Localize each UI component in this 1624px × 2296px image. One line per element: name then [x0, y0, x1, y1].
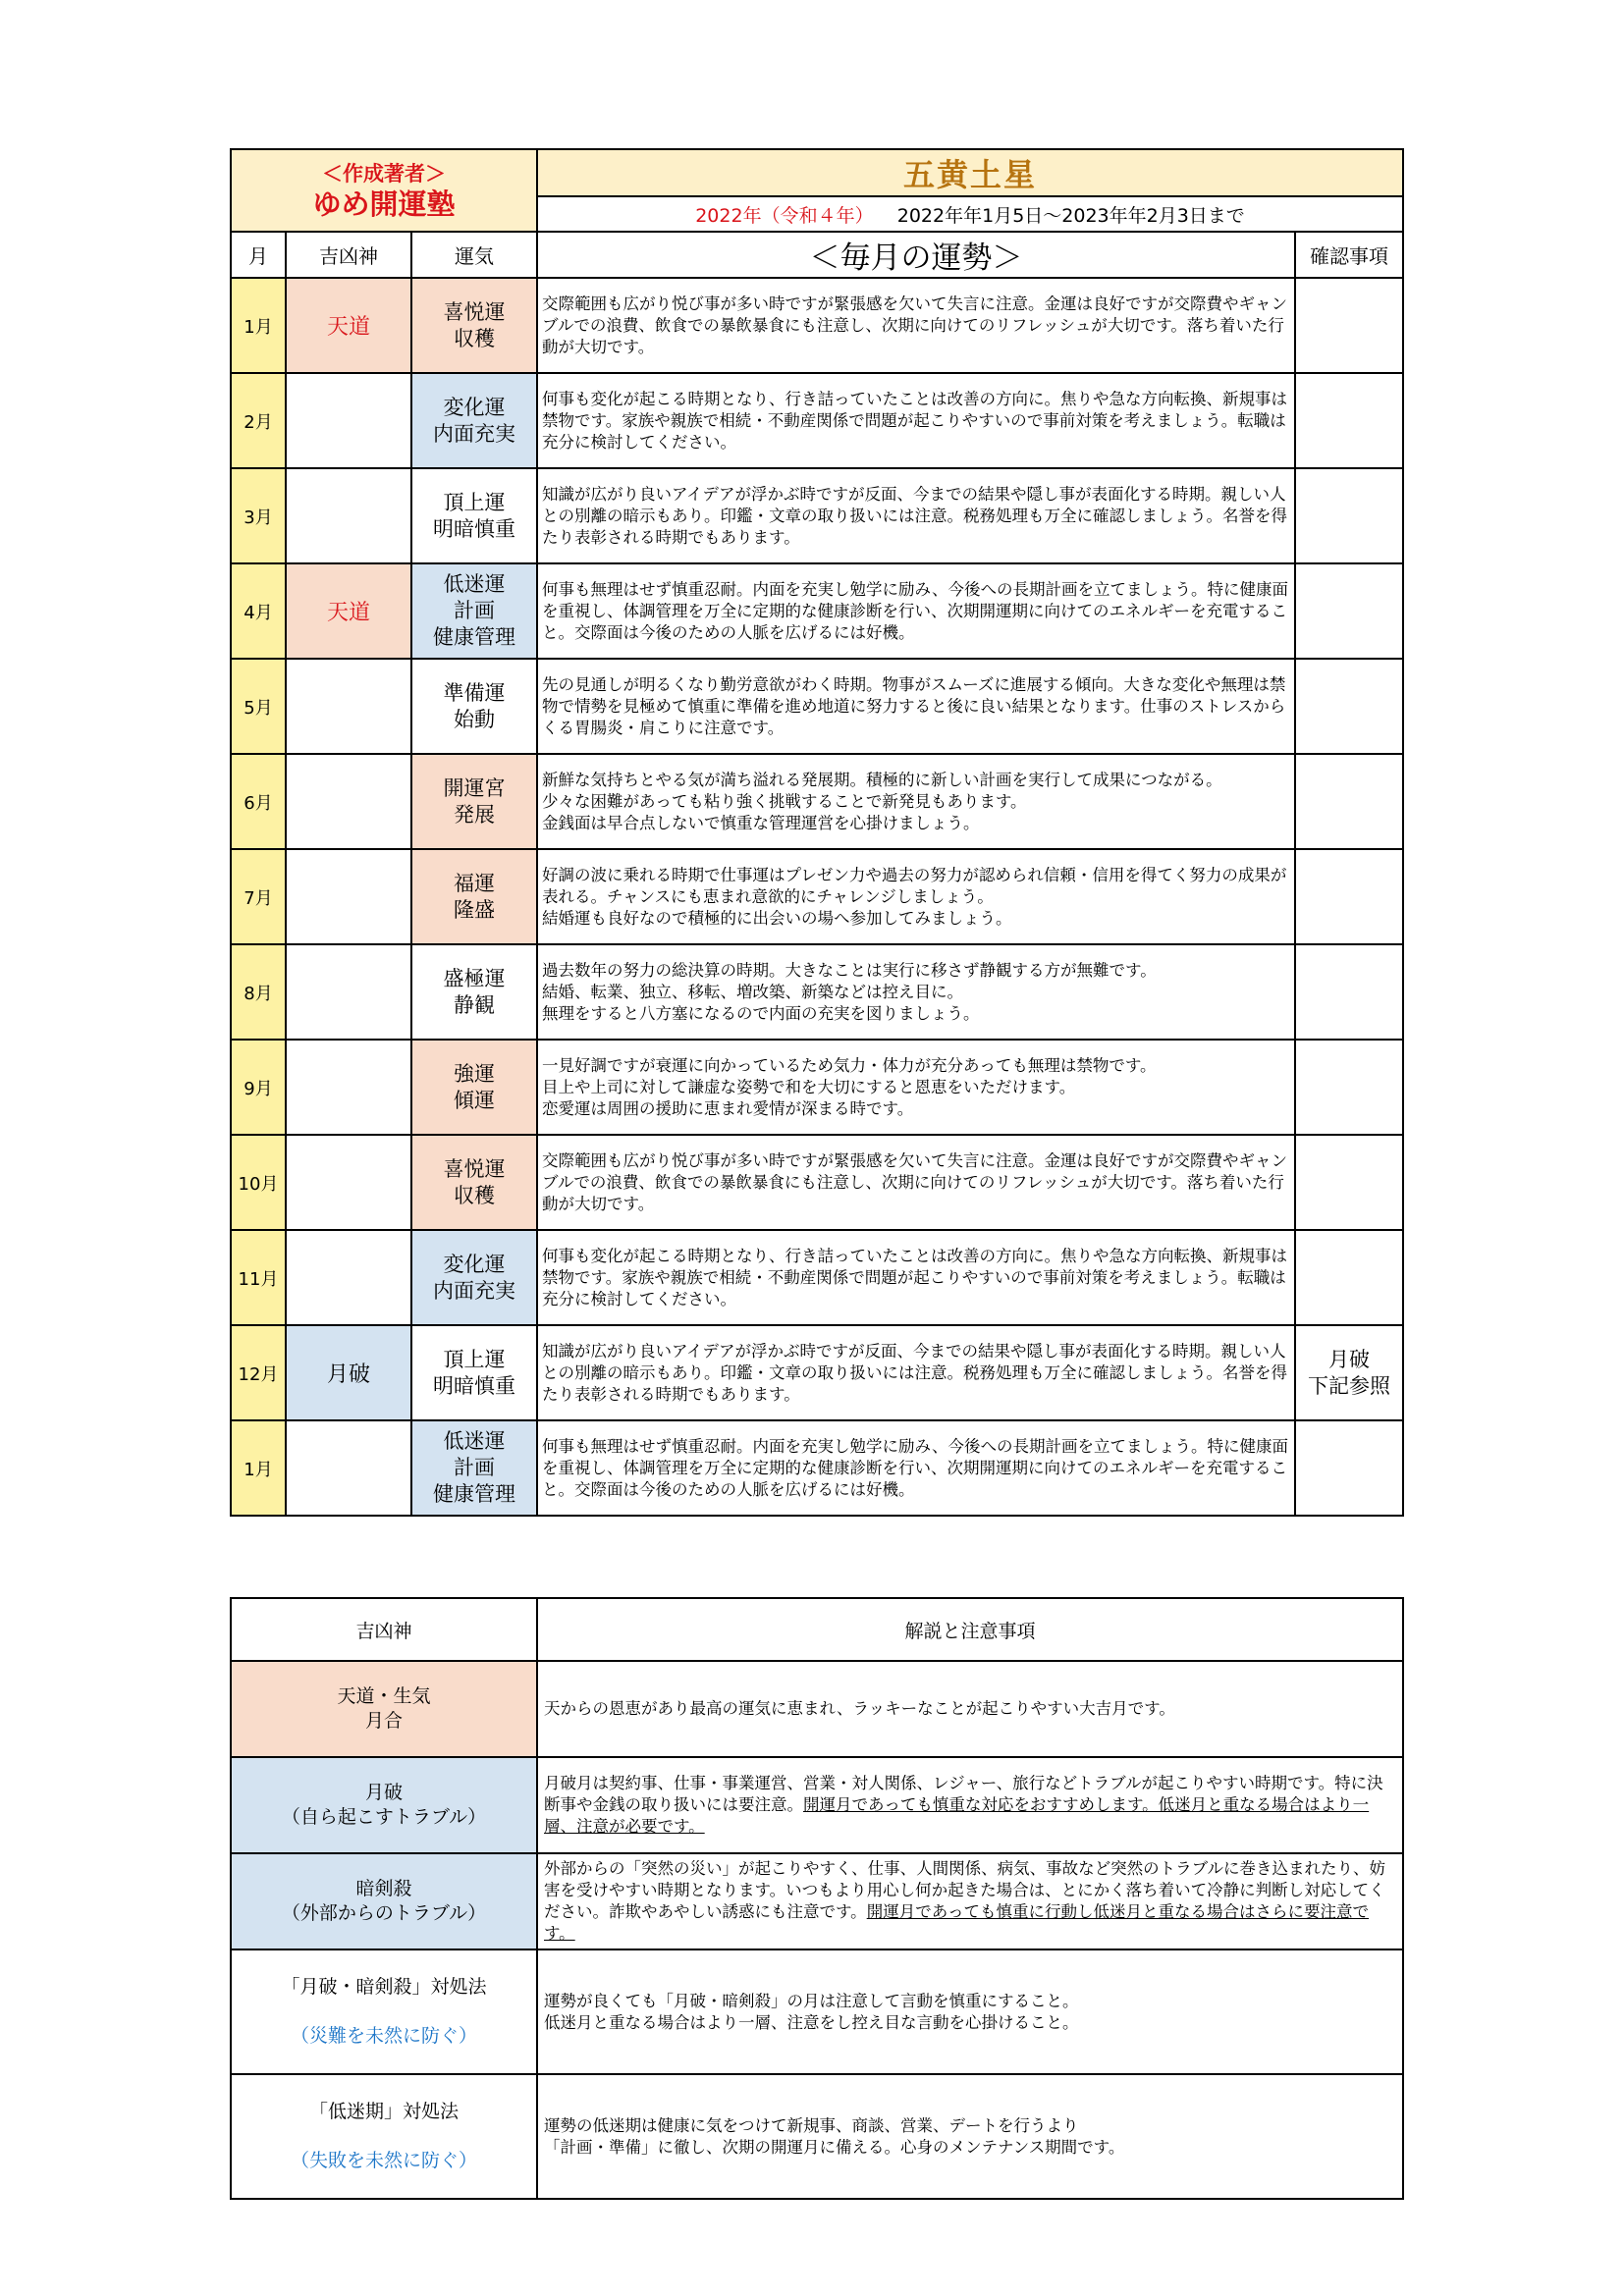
month-cell: 4月	[231, 563, 286, 659]
unki-cell: 喜悦運 収穫	[411, 278, 537, 373]
fortune-text: 何事も無理はせず慎重忍耐。内面を充実し勉学に励み、今後への長期計画を立てましょう。特に健康面を重視し、体調管理を万全に定期的な健康診断を行い、次期開運期に向けてのエネルギーを充電すること。交際面は今後のための人脈を広げるには好機。	[537, 563, 1295, 659]
unki-cell: 低迷運 計画 健康管理	[411, 563, 537, 659]
legend-taisho2-name: 「低迷期」対処法	[308, 2101, 459, 2122]
month-cell: 8月	[231, 944, 286, 1040]
check-cell	[1295, 278, 1403, 373]
legend-ankensatsu-desc	[537, 1853, 1403, 1949]
check-cell: 月破 下記参照	[1295, 1325, 1403, 1420]
col-month: 月	[231, 232, 286, 278]
kikkyo-cell: 天道	[286, 563, 411, 659]
legend-taisho1-text: 運勢が良くても「月破・暗剣殺」の月は注意して言動を慎重にすること。 低迷月と重なる場合はより一層、注意をし控え目な言動を心掛けること。	[537, 1949, 1403, 2074]
star-title: 五黄土星	[537, 149, 1403, 196]
unki-cell: 低迷運 計画 健康管理	[411, 1420, 537, 1516]
unki-cell: 変化運 内面充実	[411, 1230, 537, 1325]
month-cell: 2月	[231, 373, 286, 468]
kikkyo-cell	[286, 1230, 411, 1325]
unki-cell: 喜悦運 収穫	[411, 1135, 537, 1230]
table-row	[231, 1040, 1403, 1135]
table-row	[231, 468, 1403, 563]
check-cell	[1295, 944, 1403, 1040]
fortune-text: 何事も変化が起こる時期となり、行き詰っていたことは改善の方向に。焦りや急な方向転換、新規事は禁物です。家族や親族で相続・不動産関係で問題が起こりやすいので事前対策を考えましょう。転職は充分に検討してください。	[537, 373, 1295, 468]
legend-geppa-name: 月破 （自ら起こすトラブル）	[231, 1757, 537, 1853]
month-cell: 6月	[231, 754, 286, 849]
col-check: 確認事項	[1295, 232, 1403, 278]
check-cell	[1295, 373, 1403, 468]
kikkyo-cell	[286, 659, 411, 754]
unki-cell: 頂上運 明暗慎重	[411, 468, 537, 563]
kikkyo-cell	[286, 754, 411, 849]
legend-taisho2-sub: （失敗を未然に防ぐ）	[290, 2150, 477, 2171]
check-cell	[1295, 1040, 1403, 1135]
month-cell: 11月	[231, 1230, 286, 1325]
table-row	[231, 278, 1403, 373]
table-row	[231, 754, 1403, 849]
unki-cell: 強運 傾運	[411, 1040, 537, 1135]
kikkyo-cell: 月破	[286, 1325, 411, 1420]
legend-row	[231, 1757, 1403, 1853]
check-cell	[1295, 849, 1403, 944]
month-cell: 9月	[231, 1040, 286, 1135]
unki-cell: 盛極運 静観	[411, 944, 537, 1040]
check-cell	[1295, 754, 1403, 849]
legend-geppa-text: 月破月は契約事、仕事・事業運営、営業・対人関係、レジャー、旅行などトラブルが起こりやすい時期です。特に決断事や金銭の取り扱いには要注意。	[544, 1774, 1383, 1814]
kikkyo-cell	[286, 1040, 411, 1135]
legend-row	[231, 2074, 1403, 2199]
table-row	[231, 1325, 1403, 1420]
kikkyo-cell	[286, 373, 411, 468]
month-cell: 3月	[231, 468, 286, 563]
check-cell	[1295, 1135, 1403, 1230]
month-cell: 12月	[231, 1325, 286, 1420]
table-row	[231, 1420, 1403, 1516]
fortune-text: 新鮮な気持ちとやる気が満ち溢れる発展期。積極的に新しい計画を実行して成果につながる。 少々な困難があっても粘り強く挑戦することで新発見もあります。 金銭面は早合点しないで慎重な管理運営を心掛けましょう。	[537, 754, 1295, 849]
legend-geppa-desc	[537, 1757, 1403, 1853]
legend-taisho1-name: 「月破・暗剣殺」対処法	[281, 1976, 487, 1998]
table-row	[231, 1230, 1403, 1325]
col-kikkyo: 吉凶神	[286, 232, 411, 278]
legend-row	[231, 1853, 1403, 1949]
year-label: 2022年（令和４年）	[695, 204, 874, 227]
table-row	[231, 1135, 1403, 1230]
check-cell	[1295, 468, 1403, 563]
month-cell: 7月	[231, 849, 286, 944]
legend-taisho1-sub: （災難を未然に防ぐ）	[290, 2025, 477, 2047]
fortune-text: 先の見通しが明るくなり勤労意欲がわく時期。物事がスムーズに進展する傾向。大きな変化や無理は禁物で情勢を見極めて慎重に準備を進め地道に努力すると後に良い結果となります。仕事のストレスからくる胃腸炎・肩こりに注意です。	[537, 659, 1295, 754]
col-unki: 運気	[411, 232, 537, 278]
table-row	[231, 373, 1403, 468]
fortune-text: 知識が広がり良いアイデアが浮かぶ時ですが反面、今までの結果や隠し事が表面化する時期。親しい人との別離の暗示もあり。印鑑・文章の取り扱いには注意。税務処理も万全に確認しましょう。名誉を得たり表彰される時期でもあります。	[537, 468, 1295, 563]
monthly-fortune-table	[230, 148, 1404, 1517]
legend-taisho1-cell	[231, 1949, 537, 2074]
kikkyo-cell	[286, 1135, 411, 1230]
check-cell	[1295, 659, 1403, 754]
table-row	[231, 659, 1403, 754]
fortune-text: 何事も無理はせず慎重忍耐。内面を充実し勉学に励み、今後への長期計画を立てましょう。特に健康面を重視し、体調管理を万全に定期的な健康診断を行い、次期開運期に向けてのエネルギーを充電すること。交際面は今後のための人脈を広げるには好機。	[537, 1420, 1295, 1516]
fortune-text: 知識が広がり良いアイデアが浮かぶ時ですが反面、今までの結果や隠し事が表面化する時期。親しい人との別離の暗示もあり。印鑑・文章の取り扱いには注意。税務処理も万全に確認しましょう。名誉を得たり表彰される時期でもあります。	[537, 1325, 1295, 1420]
legend-table	[230, 1597, 1404, 2200]
check-cell	[1295, 1230, 1403, 1325]
month-cell: 1月	[231, 278, 286, 373]
author-label: ＜作成著者＞	[322, 162, 446, 186]
fortune-text: 何事も変化が起こる時期となり、行き詰っていたことは改善の方向に。焦りや急な方向転換、新規事は禁物です。家族や親族で相続・不動産関係で問題が起こりやすいので事前対策を考えましょう。転職は充分に検討してください。	[537, 1230, 1295, 1325]
legend-ankensatsu-name: 暗剣殺 （外部からのトラブル）	[231, 1853, 537, 1949]
unki-cell: 頂上運 明暗慎重	[411, 1325, 537, 1420]
month-cell: 5月	[231, 659, 286, 754]
legend-ankensatsu-text: 外部からの「突然の災い」が起こりやすく、仕事、人間関係、病気、事故など突然のトラブルに巻き込まれたり、妨害を受けやすい時期となります。いつもより用心し何か起きた場合は、とにかく落ち着いて冷静に判断し対応してください。詐欺やあやしい誘惑にも注意です。	[544, 1859, 1386, 1921]
month-cell: 1月	[231, 1420, 286, 1516]
kikkyo-cell	[286, 849, 411, 944]
unki-cell: 開運宮 発展	[411, 754, 537, 849]
fortune-text: 好調の波に乗れる時期で仕事運はプレゼン力や過去の努力が認められ信頼・信用を得てく努力の成果が表れる。チャンスにも恵まれ意欲的にチャレンジしましょう。 結婚運も良好なので積極的に出会いの場へ参加してみましょう。	[537, 849, 1295, 944]
legend-tendo-text: 天からの恩恵があり最高の運気に恵まれ、ラッキーなことが起こりやすい大吉月です。	[537, 1661, 1403, 1757]
check-cell	[1295, 563, 1403, 659]
kikkyo-cell	[286, 468, 411, 563]
table-row	[231, 944, 1403, 1040]
legend-ankensatsu-warning: 開運月であっても慎重に行動し低迷月と重なる場合はさらに要注意です。	[544, 1902, 1370, 1943]
col-fortune: ＜毎月の運勢＞	[537, 232, 1295, 278]
month-cell: 10月	[231, 1135, 286, 1230]
table-row	[231, 563, 1403, 659]
fortune-text: 過去数年の努力の総決算の時期。大きなことは実行に移さず静観する方が無難です。 結婚、転業、独立、移転、増改築、新築などは控え目に。 無理をすると八方塞になるので内面の充実を図りましょう。	[537, 944, 1295, 1040]
author-cell	[231, 149, 537, 232]
unki-cell: 準備運 始動	[411, 659, 537, 754]
legend-tendo-name: 天道・生気 月合	[231, 1661, 537, 1757]
legend-row	[231, 1661, 1403, 1757]
kikkyo-cell: 天道	[286, 278, 411, 373]
period-cell	[537, 196, 1403, 232]
period-text: 2022年年1月5日～2023年年2月3日まで	[896, 204, 1245, 227]
table-row	[231, 849, 1403, 944]
fortune-text: 交際範囲も広がり悦び事が多い時ですが緊張感を欠いて失言に注意。金運は良好ですが交際費やギャンブルでの浪費、飲食での暴飲暴食にも注意し、次期に向けてのリフレッシュが大切です。落ち着いた行動が大切です。	[537, 278, 1295, 373]
author-name: ゆめ開運塾	[312, 187, 456, 221]
check-cell	[1295, 1420, 1403, 1516]
legend-geppa-warning: 開運月であっても慎重な対応をおすすめします。低迷月と重なる場合はより一層、注意が必要です。	[544, 1795, 1370, 1836]
legend-row	[231, 1949, 1403, 2074]
legend-head-desc: 解説と注意事項	[537, 1598, 1403, 1661]
fortune-text: 一見好調ですが衰運に向かっているため気力・体力が充分あっても無理は禁物です。 目上や上司に対して謙虚な姿勢で和を大切にすると恩恵をいただけます。 恋愛運は周囲の援助に恵まれ愛情が深まる時です。	[537, 1040, 1295, 1135]
kikkyo-cell	[286, 1420, 411, 1516]
legend-taisho2-cell	[231, 2074, 537, 2199]
fortune-text: 交際範囲も広がり悦び事が多い時ですが緊張感を欠いて失言に注意。金運は良好ですが交際費やギャンブルでの浪費、飲食での暴飲暴食にも注意し、次期に向けてのリフレッシュが大切です。落ち着いた行動が大切です。	[537, 1135, 1295, 1230]
unki-cell: 福運 隆盛	[411, 849, 537, 944]
legend-taisho2-text: 運勢の低迷期は健康に気をつけて新規事、商談、営業、デートを行うより 「計画・準備」に徹し、次期の開運月に備える。心身のメンテナンス期間です。	[537, 2074, 1403, 2199]
kikkyo-cell	[286, 944, 411, 1040]
legend-head-kikkyo: 吉凶神	[231, 1598, 537, 1661]
unki-cell: 変化運 内面充実	[411, 373, 537, 468]
